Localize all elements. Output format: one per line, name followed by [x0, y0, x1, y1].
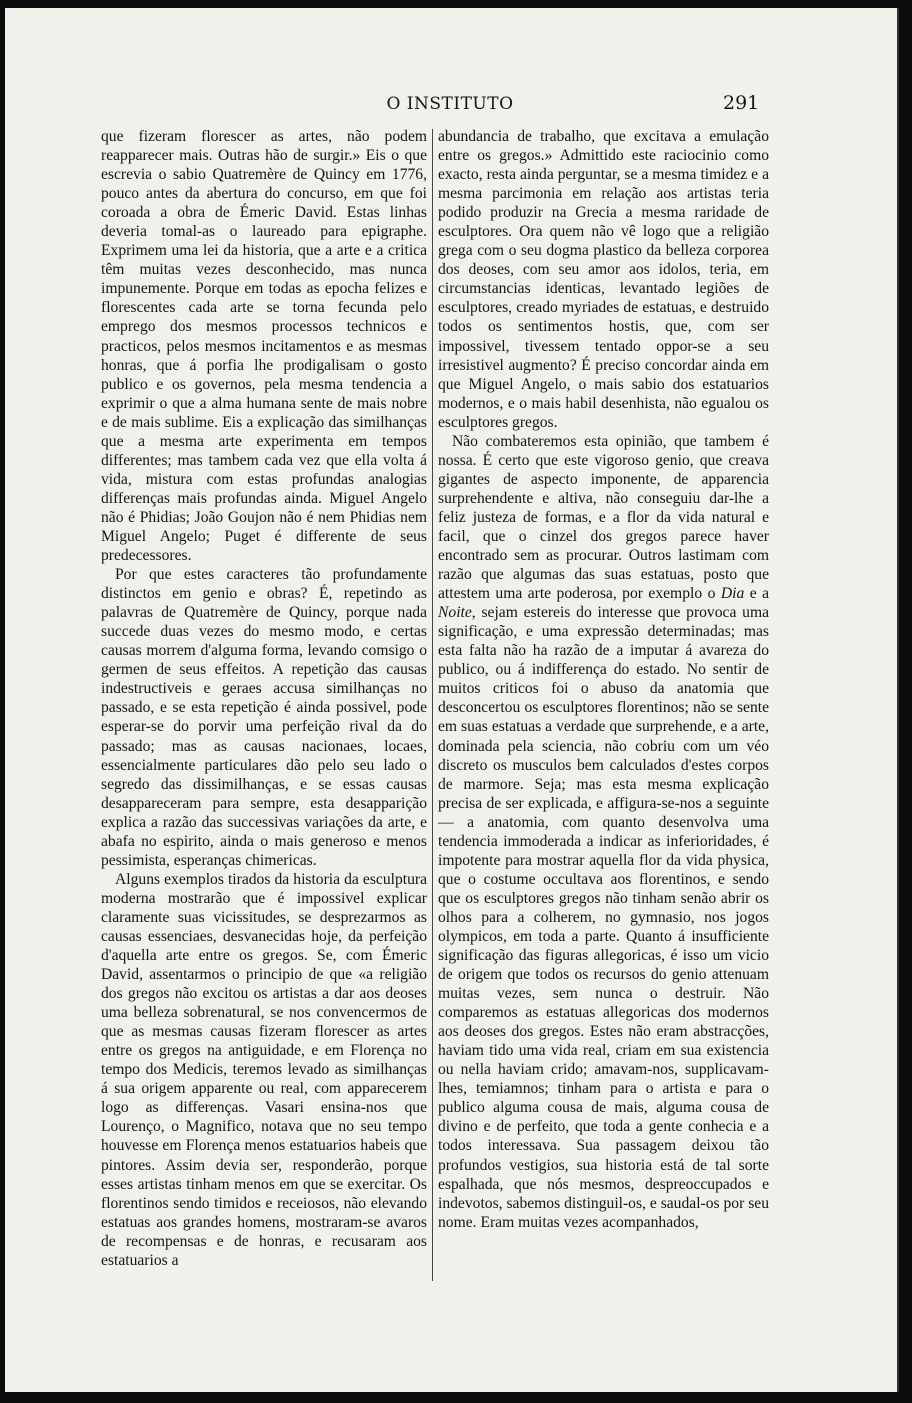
- paragraph: que fizeram florescer as artes, não podem reapparecer mais. Outras hão de surgir.» Eis o que escrevia o sabio Quatremère de Quincy em 1776, pouco antes da abertura do concurso, em que foi coroada a obra de Émeric David. Estas linhas deveria tomal-as o laureado para epigraphe. Exprimem uma lei da historia, que a arte e a critica têm muitas vezes desconhecido, mas nunca impunemente. Porque em todas as epocha felizes e florescentes cada arte se torna fecunda pelo emprego dos mesmos processos technicos e practicos, pelos mesmos incitamentos e as mesmas honras, que á porfia lhe prodigalisam o gosto publico e os governos, pela mesma tendencia a exprimir o que a alma humana sente de mais nobre e de mais sublime. Eis a explicação das similhanças que a mesma arte experimenta em tempos differentes; mas tambem cada vez que ella volta á vida, mistura com estas profundas analogias differenças mais profundas ainda. Miguel Angelo não é Phidias; João Goujon não é nem Phidias nem Miguel Angelo; Puget é differente de seus predecessores.: [101, 128, 427, 565]
- right-column: [438, 127, 769, 1232]
- running-title: O INSTITUTO: [386, 94, 514, 114]
- page-number: 291: [723, 92, 760, 114]
- paragraph: Por que estes caracteres tão profundamente distinctos em genio e obras? É, repetindo as palavras de Quatremère de Quincy, porque nada succede duas vezes do mesmo modo, e certas causas morrem d'alguma forma, levando comsigo o germen de seus effeitos. A repetição das causas indestructiveis e geraes accusa similhanças no passado, e se esta repetição é ainda possivel, pode esperar-se do porvir uma perfeição rival da do passado; mas as causas nacionaes, locaes, essencialmente particulares dão pelo seu lado o segredo das dissimilhanças, e se essas causas desappareceram para sempre, esta desapparição explica a razão das successivas variações da arte, e abafa no espirito, ainda o mais generoso e menos pessimista, esperanças chimericas.: [101, 566, 427, 869]
- text-run: Não combateremos esta opinião, que tambem é nossa. É certo que este vigoroso genio, que creava gigantes de aspecto imponente, de apparencia surprehendente e altiva, não conseguiu dar-lhe a feliz justeza de formas, e a flor da vida natural e facil, que o cinzel dos gregos parece haver encontrado sem as procurar. Outros lastimam com razão que algumas das suas estatuas, posto que attestem uma arte poderosa, por exemplo o: [438, 432, 769, 603]
- paragraph: [438, 432, 769, 1232]
- page-sheet: [5, 8, 899, 1392]
- italic-title-noite: Noite: [438, 604, 472, 622]
- paragraph: Alguns exemplos tirados da historia da esculptura moderna mostrarão que é impossivel explicar claramente suas vicissitudes, se desprezarmos as causas essenciaes, desvanecidas hoje, da perfeição d'aquella arte entre os gregos. Se, com Émeric David, assentarmos o principio de que «a religião dos gregos não excitou os artistas a dar aos deoses uma belleza sobrenatural, se nos convencermos de que as mesmas causas fizeram florescer as artes entre os gregos na antiguidade, e em Florença no tempo dos Medicis, teremos levado as similhanças á sua origem apparente ou real, com apparecerem logo as differenças. Vasari ensina-nos que Lourenço, o Magnifico, notava que no seu tempo houvesse em Florença menos estatuarios habeis que pintores. Assim devia ser, responderão, porque esses artistas tinham menos em que se exercitar. Os florentinos sendo timidos e receiosos, não elevando estatuas aos grandes homens, mostraram-se avaros de recompensas e de honras, e recusaram aos estatuarios a: [101, 870, 427, 1269]
- italic-title-dia: Dia: [720, 585, 745, 603]
- text-run: e a: [749, 585, 769, 603]
- column-divider: [432, 129, 433, 1281]
- text-run: , sejam estereis do interesse que provoca uma significação, e uma expressão determinadas; mas esta falta não ha razão de a imputar á avareza do publico, ou á indifferença do estado. No sentir de muitos criticos foi o abuso da anatomia que desconcertou os esculptores florentinos; não se sente em suas estatuas a verdade que surprehende, e a arte, dominada pela sciencia, não cobriu com um véo discreto os musculos bem calculados d'estes corpos de marmore. Seja; mas esta mesma explicação precisa de ser explicada, e affigura-se-nos a seguinte — a anatomia, com quanto desenvolva uma tendencia immoderada a indicar as inferioridades, é impotente para mostrar aquella flor da vida physica, que o costume occultava aos florentinos, e sendo que os esculptores gregos não tinham senão abrir os olhos para a colherem, no gymnasio, nos jogos olympicos, em toda a parte. Quanto á insufficiente significação das figuras allegoricas, é isso um vicio de origem que todos os recursos do genio attenuam muitas vezes, sem nunca o destruir. Não comparemos as estatuas allegoricas dos modernos aos deoses dos gregos. Estes não eram abstracções, haviam tido uma vida real, criam em sua existencia ou nella haviam crido; amavam-nos, supplicavam-lhes, temiamnos; tinham para o artista e para o publico alguma cousa de mais, alguma cousa de divino e de perfeito, que toda a gente conhecia e a todos interessava. Sua passagem deixou tão profundos vestigios, sua historia está de tal sorte espalhada, que nós mesmos, despreoccupados e indevotos, sabemos distinguil-os, e saudal-os por seu nome. Eram muitas vezes acompanhados,: [438, 604, 769, 1231]
- left-column: [101, 127, 427, 1270]
- page-header: [5, 88, 897, 118]
- paragraph: abundancia de trabalho, que excitava a emulação entre os gregos.» Admittido este raciocinio como exacto, resta ainda perguntar, se a mesma timidez e a mesma parcimonia em relação aos artistas teria podido produzir na Grecia a mesma raridade de esculptores. Ora quem não vê logo que a religião grega com o seu dogma plastico da belleza corporea dos deoses, com seu amor aos idolos, teria, em circumstancias identicas, levantado legiões de esculptores, creado myriades de estatuas, e destruido todos os sentimentos hostis, que, com ser impossivel, tivessem tentado oppor-se a seu irresistivel augmento? É preciso concordar ainda em que Miguel Angelo, o mais sabio dos estatuarios modernos, e o mais habil desenhista, não egualou os esculptores gregos.: [438, 128, 769, 431]
